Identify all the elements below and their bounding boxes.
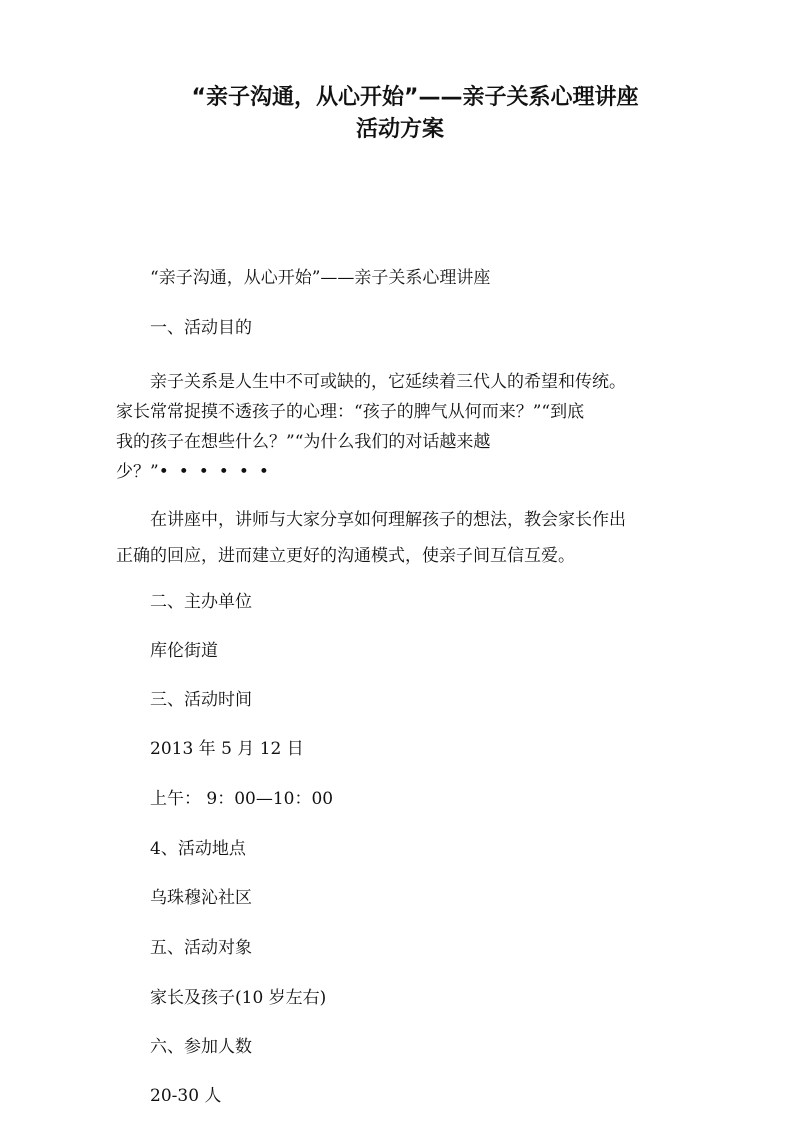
purpose-p1-line-2: 家长常常捉摸不透孩子的心理：“孩子的脾气从何而来？”“到底: [116, 402, 585, 422]
purpose-p1-line-4-text: 少？”: [116, 462, 159, 482]
ellipsis-dots: ••••••: [158, 462, 279, 482]
section-heading-audience: 五、活动对象: [150, 938, 252, 958]
purpose-p1-line-1: 亲子关系是人生中不可或缺的，它延续着三代人的希望和传统。: [150, 372, 626, 392]
purpose-paragraph-1: [116, 367, 696, 487]
purpose-p1-line-3: 我的孩子在想些什么？”“为什么我们的对话越来越: [116, 432, 491, 452]
section-heading-participants: 六、参加人数: [150, 1037, 252, 1057]
purpose-p1-line-4: [116, 457, 696, 487]
event-date: 2013 年 5 月 12 日: [150, 739, 304, 759]
section-heading-purpose: 一、活动目的: [150, 318, 252, 338]
event-hours: 上午： 9：00—10：00: [150, 789, 334, 809]
document-title-line-1: “亲子沟通，从心开始”——亲子关系心理讲座: [191, 85, 639, 110]
organizer-value: 库伦街道: [150, 641, 218, 661]
section-heading-organizer: 二、主办单位: [150, 592, 252, 612]
purpose-p2-line-1: 在讲座中，讲师与大家分享如何理解孩子的想法，教会家长作出: [150, 510, 626, 530]
section-heading-location: 4、活动地点: [150, 839, 246, 859]
purpose-paragraph-2: [116, 502, 696, 574]
location-value: 乌珠穆沁社区: [150, 888, 252, 908]
audience-value: 家长及孩子(10 岁左右): [150, 988, 327, 1008]
document-title-line-2: 活动方案: [355, 117, 444, 142]
participants-value: 20-30 人: [150, 1086, 222, 1106]
section-heading-time: 三、活动时间: [150, 690, 252, 710]
lecture-subtitle: “亲子沟通，从心开始”——亲子关系心理讲座: [150, 268, 491, 288]
purpose-p2-line-2: 正确的回应，进而建立更好的沟通模式，使亲子间互信互爱。: [116, 546, 575, 566]
